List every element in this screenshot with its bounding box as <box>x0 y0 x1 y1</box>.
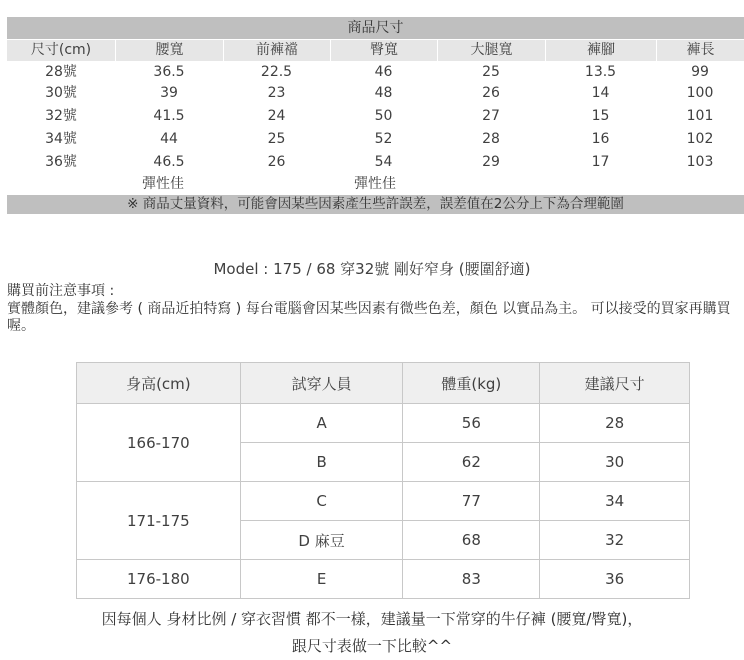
size-cell: 28號 <box>45 64 77 80</box>
size-cell: 26 <box>482 85 500 101</box>
fit-cell-size: 34 <box>540 482 690 521</box>
fit-cell-size: 36 <box>540 560 690 599</box>
size-cell: 27 <box>482 108 500 124</box>
size-cell: 34號 <box>45 131 77 147</box>
size-cell: 30號 <box>45 85 77 101</box>
size-cell: 36.5 <box>153 64 185 80</box>
size-row <box>7 82 744 105</box>
fit-cell-weight: 62 <box>403 443 540 482</box>
size-cell: 24 <box>267 108 286 124</box>
size-cell: 32號 <box>45 108 77 124</box>
fit-row <box>77 560 690 599</box>
size-cell: 46.5 <box>153 154 185 170</box>
fit-row <box>77 404 690 443</box>
size-cell: 16 <box>591 131 610 147</box>
fit-cell-model: B <box>240 443 403 482</box>
stretch-label-waist: 彈性佳 <box>142 176 184 192</box>
size-cell: 22.5 <box>260 64 293 80</box>
header-length: 褲長 <box>656 40 744 61</box>
header-height: 身高(cm) <box>77 363 241 404</box>
size-cell: 99 <box>691 64 709 80</box>
size-cell: 52 <box>374 131 393 147</box>
size-cell: 48 <box>374 85 393 101</box>
fit-cell-weight: 83 <box>403 560 540 599</box>
fit-table-header <box>77 363 690 404</box>
header-size: 尺寸(cm) <box>30 42 92 58</box>
fit-cell-weight: 56 <box>403 404 540 443</box>
size-cell: 26 <box>267 154 286 170</box>
size-cell: 46 <box>374 64 393 80</box>
size-chart-title: 商品尺寸 <box>7 17 744 39</box>
size-cell: 14 <box>591 85 610 101</box>
size-cell: 41.5 <box>153 108 185 124</box>
fit-row <box>77 482 690 521</box>
notes-body: 實體顏色，建議參考 ( 商品近拍特寫 ) 每台電腦會因某些因素有微些色差，顏色 以實品為主。 可以接受的買家再購買喔。 <box>7 300 731 334</box>
fit-cell-model: C <box>240 482 403 521</box>
header-front-rise: 前褲襠 <box>223 40 330 61</box>
size-cell: 100 <box>686 85 714 101</box>
size-cell: 25 <box>267 131 286 147</box>
header-model: 試穿人員 <box>240 363 403 404</box>
size-cell: 29 <box>482 154 500 170</box>
size-cell: 50 <box>374 108 393 124</box>
size-chart-note: ※ 商品丈量資料，可能會因某些因素產生些許誤差，誤差值在2公分上下為合理範圍 <box>7 195 744 214</box>
height-range: 176-180 <box>77 560 241 599</box>
notes-title: 購買前注意事項 : <box>7 283 115 299</box>
fit-cell-weight: 68 <box>403 521 540 560</box>
size-cell: 15 <box>591 108 610 124</box>
purchase-notes <box>7 283 744 336</box>
size-cell: 25 <box>482 64 500 80</box>
header-weight: 體重(kg) <box>403 363 540 404</box>
fit-cell-size: 30 <box>540 443 690 482</box>
size-chart-header <box>7 40 744 61</box>
fit-cell-weight: 77 <box>403 482 540 521</box>
fit-cell-model: E <box>240 560 403 599</box>
size-cell: 17 <box>591 154 610 170</box>
header-hip: 臀寬 <box>330 40 437 61</box>
size-cell: 39 <box>160 85 178 101</box>
header-leg-opening: 褲腳 <box>545 40 656 61</box>
size-cell: 101 <box>686 108 714 124</box>
fit-cell-model: A <box>240 404 403 443</box>
fit-cell-size: 28 <box>540 404 690 443</box>
size-cell: 23 <box>267 85 286 101</box>
height-range: 171-175 <box>77 482 241 560</box>
size-row <box>7 61 744 84</box>
header-recommended-size: 建議尺寸 <box>540 363 690 404</box>
stretch-row <box>7 174 744 195</box>
footer-line-1: 因每個人 身材比例 / 穿衣習慣 都不一樣，建議量一下常穿的牛仔褲 (腰寬/臀寬)， <box>101 610 643 628</box>
size-row <box>7 105 744 128</box>
size-cell: 28 <box>482 131 500 147</box>
size-cell: 102 <box>686 131 714 147</box>
size-cell: 36號 <box>45 154 77 170</box>
size-cell: 103 <box>686 154 714 170</box>
fit-table <box>76 362 690 599</box>
size-cell: 54 <box>374 154 393 170</box>
height-range: 166-170 <box>77 404 241 482</box>
size-chart <box>7 17 744 214</box>
size-cell: 13.5 <box>584 64 617 80</box>
header-waist: 腰寬 <box>115 40 223 61</box>
stretch-label-hip: 彈性佳 <box>354 176 396 192</box>
model-line: Model : 175 / 68 穿32號 剛好窄身 (腰圍舒適) <box>213 260 531 278</box>
header-thigh: 大腿寬 <box>437 40 545 61</box>
size-row <box>7 128 744 151</box>
fit-cell-size: 32 <box>540 521 690 560</box>
footer-line-2: 跟尺寸表做一下比較^^ <box>291 637 453 655</box>
fit-cell-model: D 麻豆 <box>240 521 403 560</box>
size-row <box>7 151 744 174</box>
size-cell: 44 <box>160 131 178 147</box>
